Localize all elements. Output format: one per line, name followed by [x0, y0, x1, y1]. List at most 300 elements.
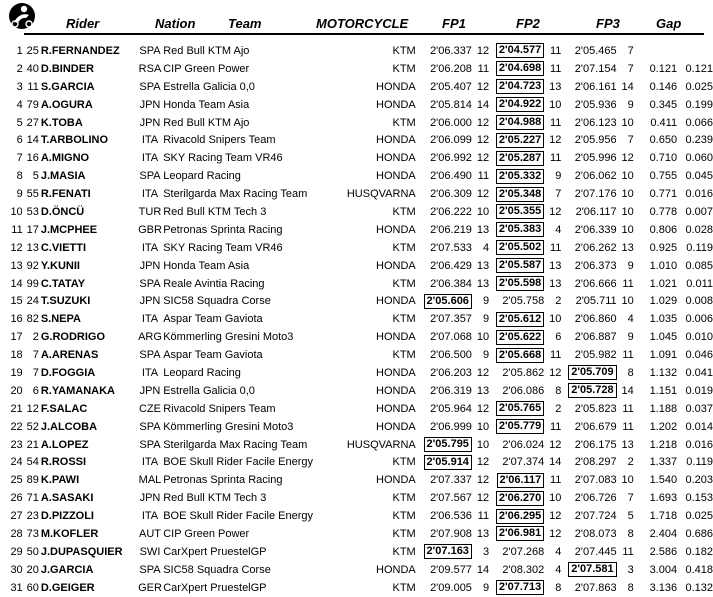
rider-team: Sterilgarda Max Racing Team	[163, 438, 308, 451]
rider-name: D.FOGGIA	[40, 366, 96, 379]
best-time-box: 2'04.577	[496, 43, 544, 58]
rider-nation: ITA	[141, 188, 159, 201]
rider-motorcycle: KTM	[392, 241, 416, 254]
rider-number: 25	[26, 44, 39, 57]
rider-number: 7	[32, 366, 39, 379]
best-time-box: 2'05.779	[496, 419, 544, 434]
fp1-laps: 9	[482, 313, 490, 326]
fp3-laps: 8	[627, 581, 634, 594]
fp1-time: 2'05.814	[430, 98, 472, 111]
fp2-time	[494, 185, 544, 203]
best-time-box: 2'05.728	[568, 383, 616, 398]
motorcycle-rider-icon	[2, 2, 40, 30]
rider-position: 20	[10, 384, 23, 397]
fp3-time: 2'07.724	[574, 510, 617, 523]
fp2-time	[494, 346, 544, 364]
rider-name: J.GARCIA	[40, 563, 94, 576]
table-row	[0, 436, 713, 454]
best-time-box: 2'04.922	[496, 97, 544, 112]
table-row	[0, 60, 713, 78]
rider-number: 2	[32, 331, 39, 344]
fp3-laps: 7	[627, 134, 634, 147]
gap-to-previous: 0.046	[685, 349, 713, 362]
fp2-laps: 12	[549, 205, 562, 218]
rider-name: J.MCPHEE	[40, 223, 98, 236]
rider-team: Petronas Sprinta Racing	[163, 223, 283, 236]
rider-nation: ARG	[138, 331, 162, 344]
fp1-laps: 11	[477, 62, 490, 75]
best-time-box: 2'05.287	[496, 151, 544, 166]
rider-team: Rivacold Snipers Team	[163, 402, 276, 415]
fp2-laps: 13	[549, 277, 562, 290]
fp1-time: 2'05.964	[430, 402, 472, 415]
table-row	[0, 275, 713, 293]
best-time-box: 2'06.117	[497, 473, 545, 488]
rider-motorcycle: KTM	[392, 545, 416, 558]
rider-nation: GBR	[138, 223, 162, 236]
fp2-laps: 4	[555, 223, 562, 236]
rider-position: 3	[16, 80, 23, 93]
fp2-time	[494, 525, 544, 543]
fp3-laps: 10	[621, 223, 634, 236]
rider-name: J.DUPASQUIER	[40, 545, 123, 558]
rider-team: Red Bull KTM Tech 3	[163, 205, 267, 218]
gap-to-first: 1.218	[649, 438, 678, 451]
rider-position: 30	[10, 563, 23, 576]
rider-team: Leopard Racing	[163, 366, 241, 379]
fp3-laps: 10	[621, 474, 634, 487]
fp3-laps: 10	[621, 188, 634, 201]
rider-motorcycle: KTM	[392, 456, 416, 469]
gap-to-previous: 0.182	[685, 545, 713, 558]
fp1-time: 2'06.203	[430, 366, 472, 379]
fp3-laps: 11	[622, 402, 634, 415]
gap-to-previous: 0.119	[686, 241, 713, 254]
rider-number: 55	[26, 188, 39, 201]
fp3-laps: 7	[627, 62, 634, 75]
rider-motorcycle: HONDA	[376, 331, 416, 344]
rider-number: 54	[26, 456, 39, 469]
rider-name: S.NEPA	[40, 313, 81, 326]
fp3-laps: 11	[622, 545, 634, 558]
fp2-time	[494, 149, 544, 167]
fp3-time	[566, 382, 616, 400]
rider-number: 24	[26, 295, 39, 308]
fp3-laps: 5	[627, 510, 634, 523]
rider-team: Petronas Sprinta Racing	[163, 474, 283, 487]
gap-to-first: 1.202	[649, 420, 678, 433]
rider-team: Kömmerling Gresini Moto3	[163, 331, 294, 344]
gap-to-previous: 0.060	[685, 152, 713, 165]
fp1-laps: 12	[476, 456, 490, 469]
rider-motorcycle: KTM	[392, 510, 416, 523]
gap-to-first: 0.925	[649, 241, 678, 254]
fp3-laps: 12	[621, 152, 634, 165]
fp3-laps: 4	[627, 313, 634, 326]
rider-nation: SWI	[139, 545, 161, 558]
rider-position: 31	[10, 581, 23, 594]
fp1-time: 2'06.337	[430, 44, 472, 57]
rider-number: 14	[26, 134, 39, 147]
fp1-laps: 12	[476, 80, 490, 93]
gap-to-first: 2.586	[649, 545, 678, 558]
fp2-time: 2'07.268	[502, 545, 545, 558]
fp2-time	[494, 489, 544, 507]
rider-team: Estrella Galicia 0,0	[163, 80, 255, 93]
rider-position: 19	[10, 366, 23, 379]
best-time-box: 2'05.795	[424, 437, 472, 452]
table-row	[0, 346, 713, 364]
fp2-laps: 11	[550, 474, 562, 487]
table-row	[0, 579, 713, 597]
rider-number: 12	[26, 402, 39, 415]
table-row	[0, 471, 713, 489]
rider-motorcycle: HONDA	[376, 80, 416, 93]
table-row	[0, 418, 713, 436]
fp3-time: 2'06.726	[574, 492, 617, 505]
fp1-time: 2'06.222	[430, 205, 472, 218]
gap-to-first: 1.718	[649, 510, 678, 523]
gap-to-first: 1.132	[649, 366, 678, 379]
rider-team: Estrella Galicia 0,0	[163, 384, 255, 397]
gap-to-first	[639, 42, 677, 60]
best-time-box: 2'05.332	[496, 169, 544, 184]
fp3-laps: 9	[627, 331, 634, 344]
fp2-time	[494, 203, 544, 221]
rider-nation: ITA	[141, 456, 159, 469]
fp2-time: 2'06.024	[502, 438, 545, 451]
fp1-time: 2'05.407	[430, 80, 472, 93]
fp1-time	[422, 436, 472, 454]
col-header-rider: Rider	[66, 16, 100, 31]
best-time-box: 2'05.355	[496, 204, 544, 219]
fp2-laps: 11	[550, 62, 562, 75]
rider-number: 23	[26, 510, 39, 523]
rider-name: C.VIETTI	[40, 241, 87, 254]
fp3-time	[566, 561, 616, 579]
table-row	[0, 185, 713, 203]
fp1-laps: 10	[476, 438, 490, 451]
rider-number: 21	[26, 438, 39, 451]
fp2-time	[494, 167, 544, 185]
rider-number: 82	[26, 313, 39, 326]
rider-number: 17	[26, 223, 39, 236]
fp1-laps: 13	[476, 277, 490, 290]
fp1-laps: 9	[482, 349, 490, 362]
rider-team: Aspar Team Gaviota	[163, 349, 263, 362]
rider-team: Honda Team Asia	[163, 259, 250, 272]
table-row	[0, 149, 713, 167]
fp2-laps: 13	[549, 80, 562, 93]
fp2-time	[494, 78, 544, 96]
fp1-time: 2'06.208	[430, 62, 472, 75]
rider-name: J.MASIA	[40, 170, 86, 183]
fp3-laps: 8	[627, 366, 634, 379]
results-header	[0, 0, 713, 34]
rider-number: 60	[26, 581, 39, 594]
rider-number: 71	[26, 492, 39, 505]
fp1-laps: 4	[482, 241, 490, 254]
fp3-time: 2'06.262	[574, 241, 617, 254]
fp2-laps: 2	[555, 402, 562, 415]
fp2-laps: 11	[550, 116, 562, 129]
gap-to-previous: 0.132	[685, 581, 713, 594]
gap-to-previous: 0.045	[685, 170, 713, 183]
fp2-time	[494, 96, 544, 114]
fp1-laps: 13	[476, 223, 490, 236]
rider-team: SIC58 Squadra Corse	[163, 563, 271, 576]
gap-to-first: 1.337	[649, 456, 678, 469]
rider-nation: ITA	[141, 134, 159, 147]
rider-name: R.FENATI	[40, 188, 91, 201]
fp2-time: 2'05.862	[502, 366, 545, 379]
rider-nation: SPA	[139, 80, 161, 93]
fp2-laps: 6	[555, 331, 562, 344]
rider-position: 12	[10, 241, 23, 254]
rider-number: 40	[26, 62, 39, 75]
rider-nation: JPN	[139, 492, 161, 505]
rider-name: S.GARCIA	[40, 80, 95, 93]
fp1-time: 2'06.319	[430, 384, 472, 397]
gap-to-previous: 0.085	[685, 259, 713, 272]
rider-number: 7	[32, 349, 39, 362]
gap-to-first: 0.146	[649, 80, 678, 93]
best-time-box: 2'05.668	[496, 348, 544, 363]
gap-to-first: 1.188	[649, 402, 678, 415]
fp3-laps: 14	[621, 384, 634, 397]
rider-motorcycle: KTM	[392, 313, 416, 326]
fp3-laps: 10	[621, 170, 634, 183]
rider-nation: ITA	[141, 152, 159, 165]
fp3-laps: 10	[621, 205, 634, 218]
table-row	[0, 78, 713, 96]
gap-to-previous: 0.019	[685, 384, 713, 397]
rider-team: CarXpert PruestelGP	[163, 581, 267, 594]
rider-number: 5	[32, 170, 39, 183]
table-row	[0, 292, 713, 310]
rider-number: 53	[26, 205, 39, 218]
gap-to-first: 3.136	[649, 581, 678, 594]
rider-team: Red Bull KTM Ajo	[163, 44, 250, 57]
fp2-laps: 12	[549, 527, 562, 540]
gap-to-previous: 0.008	[685, 295, 713, 308]
rider-name: G.RODRIGO	[40, 331, 105, 344]
fp2-laps: 11	[550, 44, 562, 57]
gap-to-first: 3.004	[649, 563, 678, 576]
gap-to-first: 0.806	[649, 223, 678, 236]
fp3-laps: 11	[622, 349, 634, 362]
best-time-box: 2'05.914	[424, 455, 472, 470]
rider-number: 73	[26, 527, 39, 540]
rider-team: CIP Green Power	[163, 62, 250, 75]
fp1-time: 2'09.005	[430, 581, 472, 594]
best-time-box: 2'05.587	[496, 258, 544, 273]
gap-to-first: 2.404	[649, 527, 678, 540]
rider-motorcycle: HONDA	[376, 384, 416, 397]
gap-to-first: 1.540	[649, 474, 678, 487]
rider-motorcycle: HONDA	[376, 98, 416, 111]
rider-motorcycle: KTM	[392, 277, 416, 290]
fp2-time: 2'08.302	[502, 563, 545, 576]
fp2-laps: 9	[555, 170, 562, 183]
col-header-gap: Gap	[656, 16, 682, 31]
rider-nation: JPN	[139, 259, 161, 272]
rider-motorcycle: HONDA	[376, 474, 416, 487]
rider-position: 27	[10, 510, 23, 523]
rider-team: Honda Team Asia	[163, 98, 250, 111]
fp1-time	[422, 543, 472, 561]
rider-motorcycle: HONDA	[376, 152, 416, 165]
rider-team: SKY Racing Team VR46	[163, 152, 283, 165]
rider-motorcycle: HONDA	[376, 295, 416, 308]
fp1-laps: 12	[476, 474, 490, 487]
rider-position: 10	[10, 205, 23, 218]
rider-motorcycle: KTM	[392, 581, 416, 594]
rider-number: 20	[26, 563, 39, 576]
fp3-laps: 9	[627, 98, 634, 111]
rider-name: R.YAMANAKA	[40, 384, 115, 397]
fp2-time	[494, 239, 544, 257]
fp3-time: 2'06.339	[574, 223, 617, 236]
fp3-time: 2'07.445	[574, 545, 617, 558]
rider-name: M.KOFLER	[40, 527, 99, 540]
rider-nation: ITA	[141, 510, 159, 523]
rider-name: F.SALAC	[40, 402, 88, 415]
table-row	[0, 167, 713, 185]
fp2-time	[494, 221, 544, 239]
gap-to-first: 0.650	[649, 134, 678, 147]
fp1-time: 2'06.429	[430, 259, 472, 272]
fp2-laps: 12	[549, 510, 562, 523]
fp2-time: 2'06.086	[502, 384, 545, 397]
table-row	[0, 489, 713, 507]
fp2-time	[494, 507, 544, 525]
fp2-laps: 4	[555, 563, 562, 576]
rider-name: K.PAWI	[40, 474, 80, 487]
gap-to-first: 0.771	[649, 188, 678, 201]
fp2-time	[494, 328, 544, 346]
fp3-time: 2'07.863	[574, 581, 617, 594]
rider-name: D.PIZZOLI	[40, 510, 94, 523]
col-header-team: Team	[228, 16, 262, 31]
fp1-time: 2'06.000	[430, 116, 472, 129]
rider-motorcycle: HONDA	[376, 563, 416, 576]
rider-position: 16	[10, 313, 23, 326]
table-row	[0, 42, 713, 60]
rider-number: 52	[26, 420, 39, 433]
rider-number: 16	[26, 152, 39, 165]
fp2-time	[494, 275, 544, 293]
rider-name: A.LOPEZ	[40, 438, 89, 451]
rider-number: 79	[26, 98, 39, 111]
fp1-time: 2'07.567	[430, 492, 472, 505]
fp2-time	[494, 400, 544, 418]
fp1-time: 2'06.219	[430, 223, 472, 236]
fp1-laps: 14	[476, 563, 490, 576]
rider-number: 11	[27, 80, 39, 93]
rider-name: A.ARENAS	[40, 349, 99, 362]
gap-to-previous: 0.010	[685, 331, 713, 344]
fp2-laps: 10	[549, 313, 562, 326]
table-row	[0, 221, 713, 239]
gap-to-first: 0.121	[649, 62, 678, 75]
rider-position: 17	[10, 331, 23, 344]
gap-to-previous: 0.239	[685, 134, 713, 147]
fp2-laps: 13	[549, 259, 562, 272]
rider-team: Sterilgarda Max Racing Team	[163, 188, 308, 201]
fp2-laps: 12	[549, 366, 562, 379]
fp2-time	[494, 310, 544, 328]
fp1-time: 2'07.357	[430, 313, 472, 326]
best-time-box: 2'05.622	[496, 330, 544, 345]
rider-team: Leopard Racing	[163, 170, 241, 183]
table-row	[0, 453, 713, 471]
fp1-time: 2'06.999	[430, 420, 472, 433]
rider-motorcycle: HUSQVARNA	[346, 188, 416, 201]
fp1-laps: 11	[477, 510, 490, 523]
fp2-time: 2'05.758	[502, 295, 545, 308]
fp2-laps: 11	[550, 152, 562, 165]
gap-to-first: 1.035	[649, 313, 678, 326]
fp3-time: 2'06.887	[574, 331, 617, 344]
table-row	[0, 382, 713, 400]
rider-motorcycle: HONDA	[376, 259, 416, 272]
rider-team: SIC58 Squadra Corse	[163, 295, 271, 308]
table-row	[0, 96, 713, 114]
fp3-time	[566, 364, 616, 382]
rider-motorcycle: HONDA	[376, 134, 416, 147]
gap-to-first: 0.345	[649, 98, 678, 111]
fp1-time: 2'06.099	[430, 134, 472, 147]
rider-number: 99	[26, 277, 39, 290]
rider-motorcycle: KTM	[392, 205, 416, 218]
rider-name: D.BINDER	[40, 62, 94, 75]
fp1-laps: 9	[482, 295, 490, 308]
gap-to-previous: 0.037	[685, 402, 713, 415]
gap-to-previous: 0.066	[685, 116, 713, 129]
fp3-time: 2'06.860	[574, 313, 617, 326]
fp2-laps: 11	[550, 241, 562, 254]
fp2-laps: 2	[555, 295, 562, 308]
results-table	[0, 42, 713, 597]
rider-motorcycle: HONDA	[376, 420, 416, 433]
fp3-time: 2'05.982	[574, 349, 617, 362]
rider-nation: SPA	[139, 438, 161, 451]
fp2-laps: 12	[549, 438, 562, 451]
fp3-time: 2'06.175	[574, 438, 617, 451]
fp2-time	[494, 114, 544, 132]
table-row	[0, 400, 713, 418]
table-row	[0, 239, 713, 257]
gap-to-previous: 0.199	[685, 98, 713, 111]
rider-name: J.ALCOBA	[40, 420, 98, 433]
fp3-laps: 2	[627, 456, 634, 469]
fp1-time: 2'06.309	[430, 188, 472, 201]
fp1-time: 2'06.536	[430, 510, 472, 523]
fp1-laps: 13	[476, 259, 490, 272]
rider-nation: JPN	[139, 98, 161, 111]
rider-team: CIP Green Power	[163, 527, 250, 540]
gap-to-first: 0.710	[649, 152, 678, 165]
fp2-time	[494, 42, 544, 60]
rider-name: R.FERNANDEZ	[40, 44, 120, 57]
fp2-laps: 11	[550, 420, 562, 433]
rider-nation: SPA	[139, 44, 161, 57]
fp2-laps: 7	[555, 188, 562, 201]
rider-team: Red Bull KTM Tech 3	[163, 492, 267, 505]
gap-to-first: 1.010	[649, 259, 678, 272]
rider-name: T.ARBOLINO	[40, 134, 109, 147]
